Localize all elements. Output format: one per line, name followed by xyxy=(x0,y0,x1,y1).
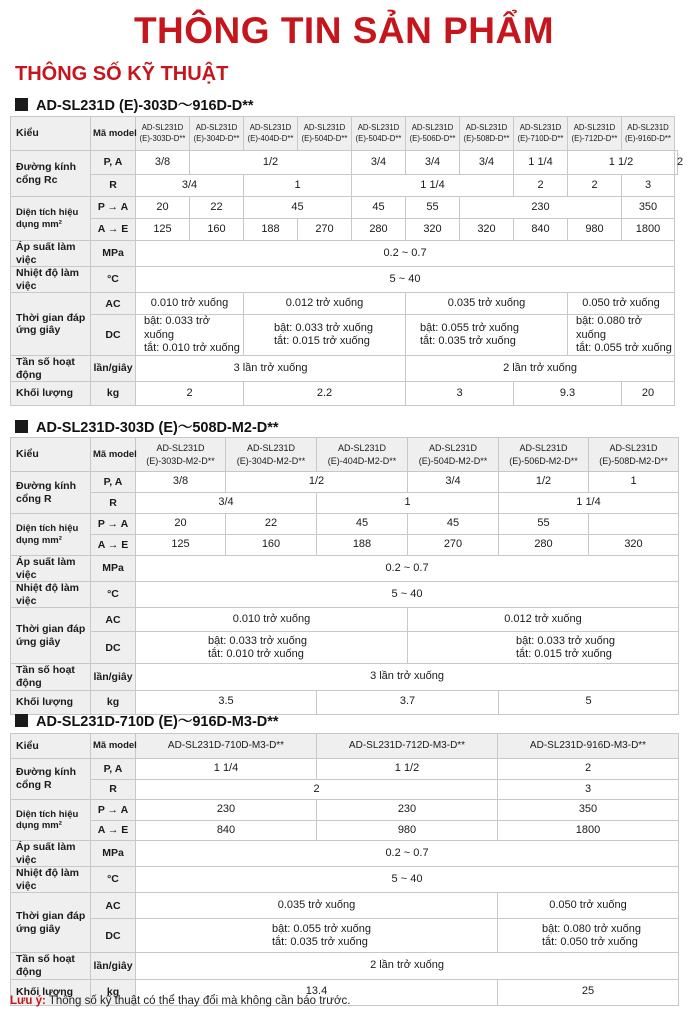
model-cell: AD-SL231D (E)-304D-D** xyxy=(190,117,244,151)
value-cell: 9.3 xyxy=(514,382,622,406)
value-cell: 3/4 xyxy=(352,151,406,175)
table-row xyxy=(11,267,678,293)
value-cell: 320 xyxy=(589,535,679,556)
kg-label: kg xyxy=(91,690,136,714)
table-row xyxy=(11,514,679,535)
value-cell: 22 xyxy=(226,514,317,535)
value-cell: 25 xyxy=(498,979,679,1005)
model-cell: AD-SL231D-710D-M3-D** xyxy=(136,734,317,759)
table-row xyxy=(11,151,678,175)
table2-heading xyxy=(15,417,279,435)
value-cell: 280 xyxy=(499,535,589,556)
model-cell: AD-SL231D (E)-303D-M2-D** xyxy=(136,438,226,472)
table-row xyxy=(11,241,678,267)
pa-label: P, A xyxy=(91,759,136,780)
value-cell: 0.035 trở xuống xyxy=(136,893,498,919)
weight-label: Khối lượng xyxy=(11,690,91,714)
port-rc-label: Đường kính cổng Rc xyxy=(11,151,91,197)
frequency-label: Tần số hoạt động xyxy=(11,355,91,381)
spec-table-1 xyxy=(10,116,684,406)
ac-label: AC xyxy=(91,893,136,919)
a-to-e-label: A → E xyxy=(91,535,136,556)
value-cell: 22 xyxy=(190,197,244,219)
model-cell: AD-SL231D (E)-504D-D** xyxy=(298,117,352,151)
model-cell: AD-SL231D (E)-710D-D** xyxy=(514,117,568,151)
value-cell: 125 xyxy=(136,535,226,556)
value-cell: 1 1/4 xyxy=(136,759,317,780)
pressure-label: Áp suất làm việc xyxy=(11,841,91,867)
table-row xyxy=(11,438,679,472)
value-cell: 1/2 xyxy=(190,151,352,175)
table-row xyxy=(11,841,679,867)
value-cell: 1 1/4 xyxy=(499,493,679,514)
value-cell xyxy=(498,919,679,953)
dc-on-text: bật: 0.033 trở xuống xyxy=(144,315,210,341)
value-cell: 0.2 ~ 0.7 xyxy=(136,556,679,582)
value-cell: 0.012 trở xuống xyxy=(244,293,406,315)
table-row xyxy=(11,867,679,893)
kieu-label: Kiểu xyxy=(11,438,91,472)
response-time-label: Thời gian đáp ứng giây xyxy=(11,893,91,953)
model-cell: AD-SL231D-712D-M3-D** xyxy=(317,734,498,759)
r-label: R xyxy=(91,780,136,800)
table-row xyxy=(11,821,679,841)
value-cell: 2 xyxy=(136,382,244,406)
pressure-label: Áp suất làm việc xyxy=(11,241,91,267)
value-cell: 1 xyxy=(244,175,352,197)
table-row xyxy=(11,759,679,780)
section-title: THÔNG SỐ KỸ THUẬT xyxy=(15,63,229,85)
value-cell: 350 xyxy=(622,197,675,219)
value-cell: 2.2 xyxy=(244,382,406,406)
footnote xyxy=(10,995,350,1007)
table-row xyxy=(11,472,679,493)
value-cell: 1 1/4 xyxy=(352,175,514,197)
table-row xyxy=(11,355,678,381)
footnote-label: Lưu ý: xyxy=(10,995,46,1007)
model-cell: AD-SL231D (E)-504D-D** xyxy=(352,117,406,151)
model-cell: AD-SL231D (E)-508D-M2-D** xyxy=(589,438,679,472)
value-cell: 45 xyxy=(244,197,352,219)
model-cell: AD-SL231D (E)-712D-D** xyxy=(568,117,622,151)
value-cell: 3/4 xyxy=(136,493,317,514)
value-cell: 2 xyxy=(514,175,568,197)
value-cell: 230 xyxy=(460,197,622,219)
table1-heading xyxy=(15,95,254,113)
dc-label: DC xyxy=(91,632,136,664)
dc-off-text: tắt: 0.010 trở xuống xyxy=(144,341,240,354)
value-cell: 1/2 xyxy=(499,472,589,493)
model-cell: AD-SL231D (E)-303D-D** xyxy=(136,117,190,151)
model-cell: AD-SL231D (E)-506D-M2-D** xyxy=(499,438,589,472)
value-cell xyxy=(136,919,498,953)
value-cell: 3/4 xyxy=(408,472,499,493)
response-time-label: Thời gian đáp ứng giây xyxy=(11,608,91,664)
value-cell: 840 xyxy=(136,821,317,841)
value-cell: 1800 xyxy=(498,821,679,841)
value-cell: 188 xyxy=(244,219,298,241)
value-cell: 320 xyxy=(460,219,514,241)
dc-label: DC xyxy=(91,919,136,953)
mpa-label: MPa xyxy=(91,241,136,267)
table-row xyxy=(11,175,678,197)
frequency-label: Tần số hoạt động xyxy=(11,953,91,979)
value-cell: 0.2 ~ 0.7 xyxy=(136,841,679,867)
value-cell: 2 lần trở xuống xyxy=(406,355,675,381)
ma-model-label: Mã model xyxy=(91,117,136,151)
footnote-text: Thông số kỹ thuật có thể thay đổi mà không cần báo trước. xyxy=(48,995,351,1007)
value-cell: 0.010 trở xuống xyxy=(136,293,244,315)
value-cell: 1 1/2 xyxy=(568,151,675,175)
port-r-label: Đường kính cổng R xyxy=(11,759,91,800)
value-cell: 3 lần trở xuống xyxy=(136,355,406,381)
value-cell: 0.050 trở xuống xyxy=(498,893,679,919)
dc-on-text: bật: 0.033 trở xuống xyxy=(274,321,373,334)
table1-heading-text: AD-SL231D (E)-303D～916D-D** xyxy=(36,97,254,114)
value-cell: 2 lần trở xuống xyxy=(136,953,679,979)
value-cell: 1800 xyxy=(622,219,675,241)
ac-label: AC xyxy=(91,293,136,315)
model-cell: AD-SL231D (E)-916D-D** xyxy=(622,117,675,151)
mpa-label: MPa xyxy=(91,841,136,867)
square-bullet-icon xyxy=(15,714,28,727)
table-row xyxy=(11,582,679,608)
value-cell: 3/8 xyxy=(136,151,190,175)
effective-area-label: Diện tích hiệu dụng mm² xyxy=(11,197,91,241)
value-cell xyxy=(136,632,408,664)
value-cell: 188 xyxy=(317,535,408,556)
lan-giay-label: lần/giây xyxy=(91,355,136,381)
kg-label: kg xyxy=(91,979,136,1005)
value-cell xyxy=(136,315,244,356)
table-row xyxy=(11,293,678,315)
port-r-label: Đường kính cổng R xyxy=(11,472,91,514)
dc-on-text: bật: 0.033 trở xuống xyxy=(516,634,615,647)
dc-off-text: tắt: 0.015 trở xuống xyxy=(274,335,370,348)
value-cell: 350 xyxy=(498,800,679,821)
celsius-label: °C xyxy=(91,867,136,893)
value-cell: 0.2 ~ 0.7 xyxy=(136,241,675,267)
value-cell: 1 1/2 xyxy=(317,759,498,780)
model-cell: AD-SL231D (E)-506D-D** xyxy=(406,117,460,151)
value-cell: 3 lần trở xuống xyxy=(136,664,679,690)
value-cell: 20 xyxy=(136,514,226,535)
table-row xyxy=(11,632,679,664)
dc-on-text: bật: 0.080 trở xuống xyxy=(576,315,642,341)
value-cell: 1 1/4 xyxy=(514,151,568,175)
value-cell: 980 xyxy=(568,219,622,241)
value-cell: 1/2 xyxy=(226,472,408,493)
table-row xyxy=(11,382,678,406)
value-cell: 1 xyxy=(589,472,679,493)
value-cell xyxy=(589,514,679,535)
temperature-label: Nhiệt độ làm việc xyxy=(11,867,91,893)
value-cell: 2 xyxy=(136,780,498,800)
p-to-a-label: P → A xyxy=(91,800,136,821)
value-cell: 55 xyxy=(499,514,589,535)
value-cell: 0.012 trở xuống xyxy=(408,608,679,632)
value-cell: 125 xyxy=(136,219,190,241)
value-cell: 230 xyxy=(317,800,498,821)
table-row xyxy=(11,493,679,514)
value-cell xyxy=(568,315,675,356)
value-cell: 0.050 trở xuống xyxy=(568,293,675,315)
value-cell: 280 xyxy=(352,219,406,241)
lan-giay-label: lần/giây xyxy=(91,664,136,690)
value-cell: 5 xyxy=(499,690,679,714)
page-title: THÔNG TIN SẢN PHẨM xyxy=(133,10,555,51)
pressure-label: Áp suất làm việc xyxy=(11,556,91,582)
frequency-label: Tần số hoạt động xyxy=(11,664,91,690)
weight-label: Khối lượng xyxy=(11,382,91,406)
temperature-label: Nhiệt độ làm việc xyxy=(11,582,91,608)
table-row xyxy=(11,780,679,800)
dc-off-text: tắt: 0.050 trở xuống xyxy=(542,935,638,948)
table-row xyxy=(11,800,679,821)
value-cell: 5 ~ 40 xyxy=(136,582,679,608)
model-cell: AD-SL231D (E)-304D-M2-D** xyxy=(226,438,317,472)
table-row xyxy=(11,197,678,219)
kieu-label: Kiểu xyxy=(11,734,91,759)
square-bullet-icon xyxy=(15,420,28,433)
value-cell: 3.5 xyxy=(136,690,317,714)
table-row xyxy=(11,734,679,759)
value-cell: 3.7 xyxy=(317,690,499,714)
value-cell: 3/4 xyxy=(460,151,514,175)
dc-off-text: tắt: 0.055 trở xuống xyxy=(576,341,672,354)
dc-off-text: tắt: 0.015 trở xuống xyxy=(516,647,612,660)
temperature-label: Nhiệt độ làm việc xyxy=(11,267,91,293)
value-cell: 2 xyxy=(675,151,678,175)
model-cell: AD-SL231D (E)-504D-M2-D** xyxy=(408,438,499,472)
effective-area-label: Diện tích hiệu dụng mm² xyxy=(11,514,91,556)
value-cell: 45 xyxy=(408,514,499,535)
ac-label: AC xyxy=(91,608,136,632)
value-cell xyxy=(406,315,568,356)
value-cell: 55 xyxy=(406,197,460,219)
spec-table-3 xyxy=(10,733,679,1006)
value-cell: 3/4 xyxy=(136,175,244,197)
model-cell: AD-SL231D-916D-M3-D** xyxy=(498,734,679,759)
value-cell: 230 xyxy=(136,800,317,821)
dc-off-text: tắt: 0.035 trở xuống xyxy=(420,335,516,348)
kieu-label: Kiểu xyxy=(11,117,91,151)
ma-model-label: Mã model xyxy=(91,438,136,472)
value-cell: 2 xyxy=(568,175,622,197)
value-cell: 270 xyxy=(408,535,499,556)
value-cell: 13.4 xyxy=(136,979,498,1005)
value-cell: 3/4 xyxy=(406,151,460,175)
kg-label: kg xyxy=(91,382,136,406)
value-cell: 3 xyxy=(406,382,514,406)
value-cell: 2 xyxy=(498,759,679,780)
value-cell: 1 xyxy=(317,493,499,514)
ma-model-label: Mã model xyxy=(91,734,136,759)
table-row xyxy=(11,219,678,241)
mpa-label: MPa xyxy=(91,556,136,582)
value-cell: 3 xyxy=(622,175,675,197)
value-cell: 20 xyxy=(622,382,675,406)
value-cell xyxy=(408,632,679,664)
table2-heading-text: AD-SL231D-303D (E)～508D-M2-D** xyxy=(36,419,279,436)
dc-on-text: bật: 0.055 trở xuống xyxy=(272,922,371,935)
pa-label: P, A xyxy=(91,151,136,175)
p-to-a-label: P → A xyxy=(91,197,136,219)
value-cell: 3 xyxy=(498,780,679,800)
table-row xyxy=(11,535,679,556)
response-time-label: Thời gian đáp ứng giây xyxy=(11,293,91,356)
r-label: R xyxy=(91,175,136,197)
square-bullet-icon xyxy=(15,98,28,111)
value-cell: 980 xyxy=(317,821,498,841)
value-cell: 160 xyxy=(226,535,317,556)
spec-table-2 xyxy=(10,437,679,715)
model-cell: AD-SL231D (E)-508D-D** xyxy=(460,117,514,151)
model-cell: AD-SL231D (E)-404D-M2-D** xyxy=(317,438,408,472)
dc-on-text: bật: 0.033 trở xuống xyxy=(208,634,307,647)
dc-label: DC xyxy=(91,315,136,356)
model-cell: AD-SL231D (E)-404D-D** xyxy=(244,117,298,151)
p-to-a-label: P → A xyxy=(91,514,136,535)
celsius-label: °C xyxy=(91,582,136,608)
lan-giay-label: lần/giây xyxy=(91,953,136,979)
table-row xyxy=(11,556,679,582)
table-row xyxy=(11,608,679,632)
table-row xyxy=(11,893,679,919)
table3-heading-text: AD-SL231D-710D (E)～916D-M3-D** xyxy=(36,713,279,730)
value-cell: 0.035 trở xuống xyxy=(406,293,568,315)
value-cell: 0.010 trở xuống xyxy=(136,608,408,632)
value-cell: 20 xyxy=(136,197,190,219)
value-cell: 320 xyxy=(406,219,460,241)
dc-off-text: tắt: 0.035 trở xuống xyxy=(272,935,368,948)
table-row xyxy=(11,919,679,953)
table-row xyxy=(11,315,678,356)
pa-label: P, A xyxy=(91,472,136,493)
celsius-label: °C xyxy=(91,267,136,293)
value-cell: 840 xyxy=(514,219,568,241)
value-cell: 270 xyxy=(298,219,352,241)
dc-on-text: bật: 0.055 trở xuống xyxy=(420,321,519,334)
value-cell: 3/8 xyxy=(136,472,226,493)
weight-label: Khối lượng xyxy=(11,979,91,1005)
table3-heading xyxy=(15,711,279,729)
r-label: R xyxy=(91,493,136,514)
value-cell: 45 xyxy=(352,197,406,219)
value-cell: 5 ~ 40 xyxy=(136,867,679,893)
dc-off-text: tắt: 0.010 trở xuống xyxy=(208,647,304,660)
value-cell xyxy=(244,315,406,356)
a-to-e-label: A → E xyxy=(91,821,136,841)
a-to-e-label: A → E xyxy=(91,219,136,241)
table-row xyxy=(11,664,679,690)
table-row xyxy=(11,117,678,151)
value-cell: 160 xyxy=(190,219,244,241)
dc-on-text: bật: 0.080 trở xuống xyxy=(542,922,641,935)
table-row xyxy=(11,953,679,979)
value-cell: 5 ~ 40 xyxy=(136,267,675,293)
value-cell: 45 xyxy=(317,514,408,535)
effective-area-label: Diện tích hiệu dụng mm² xyxy=(11,800,91,841)
